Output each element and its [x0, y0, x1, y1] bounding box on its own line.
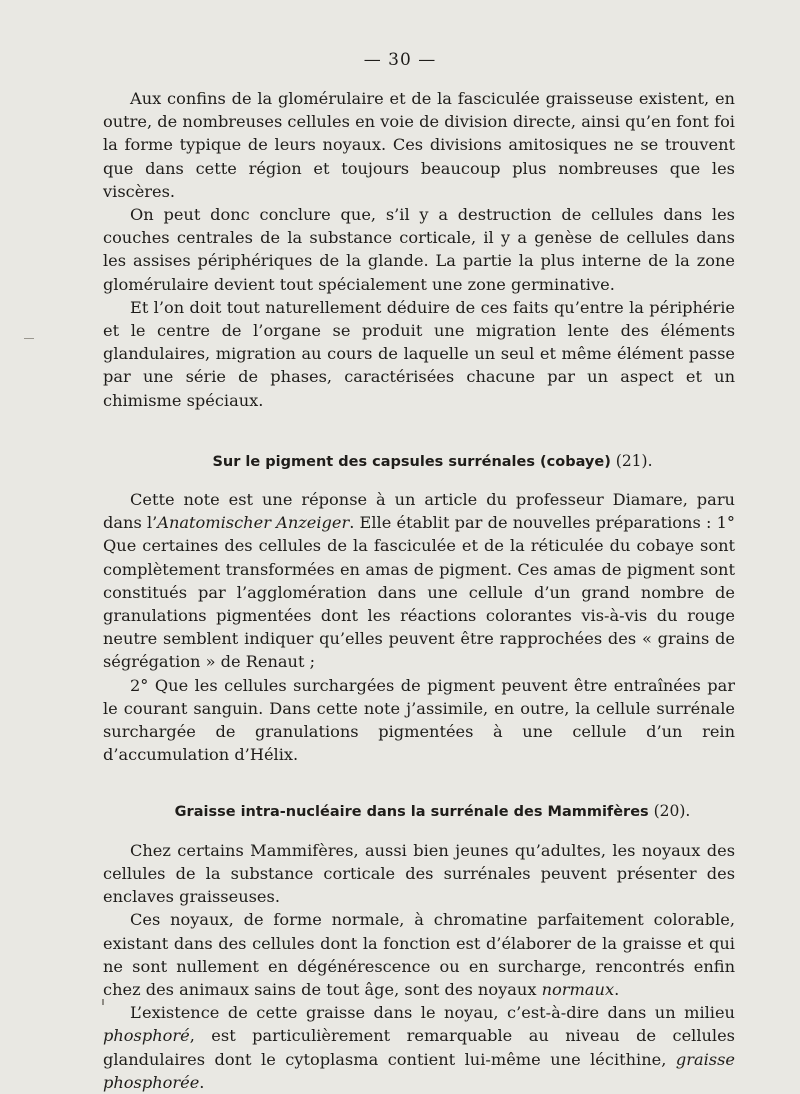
text-run: Ces noyaux, de forme normale, à chromatine parfaitement colorable, existant dans des cellules dont la fonction est d’élaborer de la graisse et qui ne sont nullement en dégénérescence ou en surcharge, rencontrés enfin chez des animaux sains de tout âge, sont des noyaux — [103, 910, 735, 999]
page-number: — 30 — — [363, 50, 437, 70]
text-run: Cette note est une réponse à un article du professeur Diamare, paru dans l’ — [103, 490, 735, 533]
section-title-graisse — [103, 800, 735, 824]
paragraph-graisse-3 — [103, 1001, 735, 1094]
margin-mark — [24, 338, 34, 339]
section-title-text: Graisse intra-nucléaire dans la surrénale des Mammifères — [174, 804, 649, 821]
text-run: L’existence de cette graisse dans le noyau, c’est-à-dire dans un milieu — [130, 1003, 735, 1023]
paragraph-graisse-1: Chez certains Mammifères, aussi bien jeunes qu’adultes, les noyaux des cellules de la substance corticale des surrénales peuvent présenter des enclaves graisseuses. — [103, 840, 735, 907]
emphasis: graisse phosphorée — [103, 1049, 735, 1092]
journal-title: Anatomischer Anzeiger — [157, 513, 350, 533]
paragraph-intro-3: Et l’on doit tout naturellement déduire de ces faits qu’entre la périphérie et le centre de l’organe se produit une migration lente des éléments glandulaires, migration au cours de laquelle un seul et même élément passe par une série de phases, caractérisées chacune par un aspect et un chimisme spéciaux. — [103, 297, 735, 410]
emphasis: phosphoré — [103, 1026, 190, 1046]
section-reference: (21). — [610, 451, 653, 470]
text-run: . Elle établit par de nouvelles préparations : 1° Que certaines des cellules de la fasciculée et de la réticulée du cobaye sont complètement transformées en amas de pigment. Ces amas de pigment sont constitués par l’agglomération dans une cellule d’un grand nombre de granulations pigmentées dont les réactions colorantes vis-à-vis du rouge neutre semblent indiquer qu’elles peuvent être rapprochées des « grains de ségrégation » de Renaut ; — [103, 513, 735, 672]
paragraph-graisse-2 — [103, 908, 735, 1001]
section-title-text: Sur le pigment des capsules surrénales (cobaye) — [212, 453, 611, 470]
text-run: , est particulièrement remarquable au niveau de cellules glandulaires dont le cytoplasma contient lui-même une lécithine, — [103, 1026, 735, 1069]
emphasis: normaux — [541, 979, 615, 999]
page-body — [103, 87, 735, 1094]
margin-dot — [102, 999, 104, 1005]
paragraph-intro-2: On peut donc conclure que, s’il y a destruction de cellules dans les couches centrales de la substance corticale, il y a genèse de cellules dans les assises périphériques de la glande. La partie la plus interne de la zone glomérulaire devient tout spécialement une zone germinative. — [103, 205, 735, 294]
section-reference: (20). — [648, 802, 691, 821]
paragraph-pigment-2: 2° Que les cellules surchargées de pigment peuvent être entraînées par le courant sanguin. Dans cette note j’assimile, en outre, la cellule surrénale surchargée de granulations pigmentées à une cellule d’un rein d’accumulation d’Hélix. — [103, 675, 735, 765]
text-run: . — [614, 979, 620, 999]
paragraph-pigment-1 — [103, 488, 735, 674]
section-title-pigment — [103, 450, 735, 474]
text-run: . — [199, 1072, 205, 1092]
paragraph-intro-1: Aux confins de la glomérulaire et de la fasciculée graisseuse existent, en outre, de nombreuses cellules en voie de division directe, ainsi qu’en font foi la forme typique de leurs noyaux. Ces divisions amitosiques ne se trouvent que dans cette région et toujours beaucoup plus nombreuses que les viscères. — [103, 89, 735, 201]
